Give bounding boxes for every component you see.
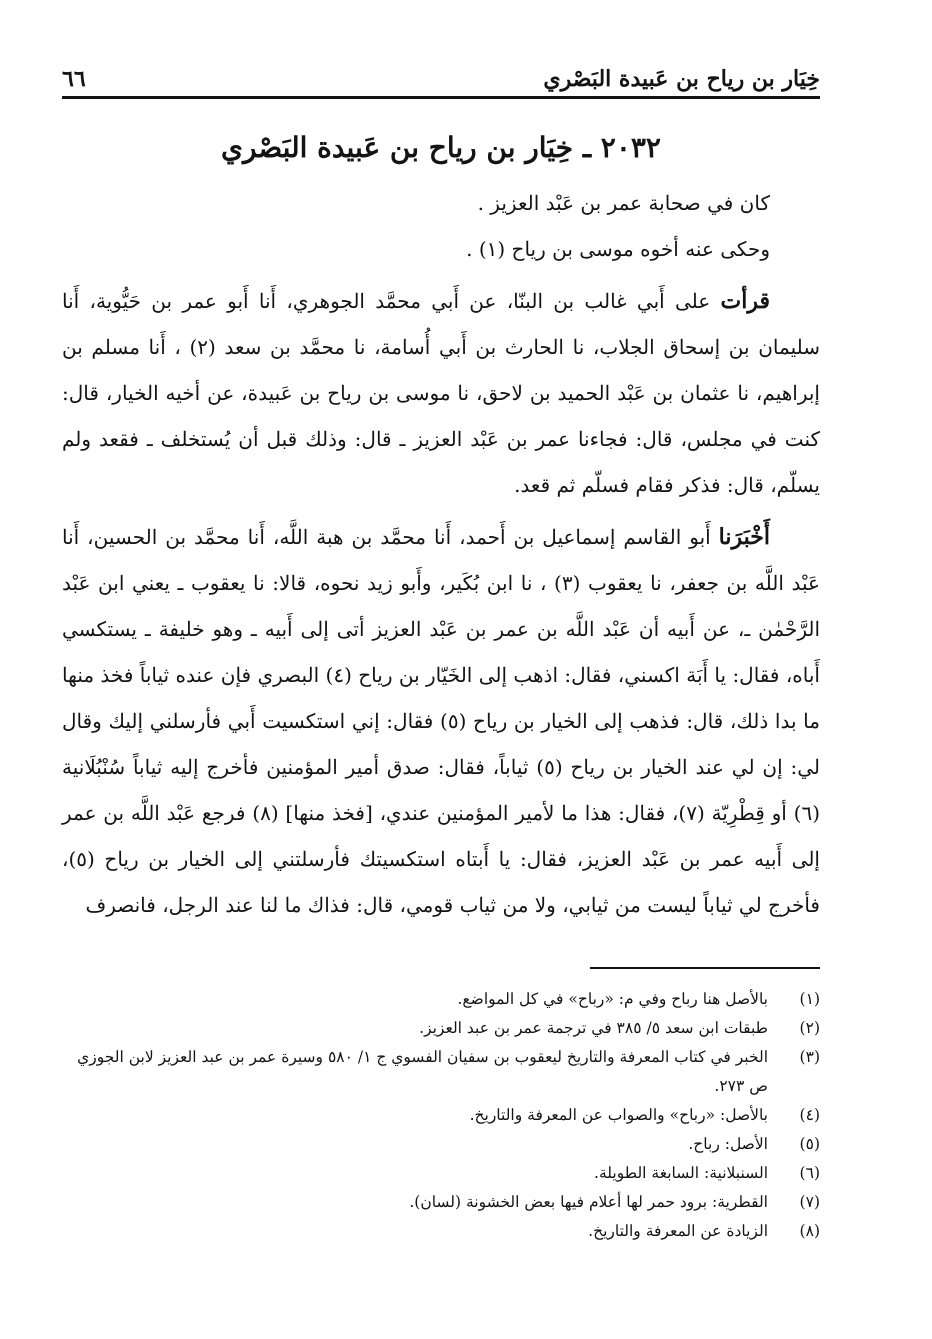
footnote-text: طبقات ابن سعد ٥/ ٣٨٥ في ترجمة عمر بن عبد العزيز.	[419, 1019, 768, 1037]
footnote-number: (٧)	[799, 1193, 820, 1211]
running-title: خِيَار بن رياح بن عَبيدة البَصْري	[543, 66, 820, 92]
entry-title: ٢٠٣٢ ـ خِيَار بن رياح بن عَبيدة البَصْري	[221, 131, 661, 164]
footnote	[62, 1159, 820, 1188]
footnote-rule	[590, 967, 820, 969]
body-text	[62, 180, 820, 928]
footnote-text: الخبر في كتاب المعرفة والتاريخ ليعقوب بن سفيان الفسوي ج ١/ ٥٨٠ وسيرة عمر بن عبد العزيز لابن الجوزي ص ٢٧٣.	[77, 1048, 768, 1095]
paragraph-2-text: أَبو القاسم إسماعيل بن أَحمد، أَنا محمَّد بن هبة اللَّه، أَنا محمَّد بن الحسين، أَنا عَبْد اللَّه بن جعفر، نا يعقوب (٣) ، نا ابن بُكَير، وأَبو زيد نحوه، قالا: نا يعقوب ـ يعني ابن عَبْد الرَّحْمٰن ـ، عن أَبيه أن عَبْد اللَّه بن عمر بن عَبْد العزيز أتى إلى أَبيه ـ وهو خليفة ـ يستكسي أَباه، فقال: يا أَبَة اكسني، فقال: اذهب إلى الخَيّار بن رياح (٤) البصري فإن عنده ثياباً فخذ منها ما بدا ذلك، قال: فذهب إلى الخيار بن رياح (٥) فقال: إني استكسيت أَبي فأرسلني إليك وقال لي: إن لي عند الخيار بن رياح (٥) ثياباً، فقال: صدق أمير المؤمنين فأخرج إليه ثياباً سُنْبُلَانية (٦) أو قِطْرِيّة (٧)، فقال: هذا ما لأمير المؤمنين عندي، [فخذ منها] (٨) فرجع عَبْد اللَّه بن عمر إلى أَبيه عمر بن عَبْد العزيز، فقال: يا أَبتاه استكسيتك فأرسلتني إلى الخيار بن رياح (٥)، فأخرج لي ثياباً ليست من ثيابي، ولا من ثياب قومي، قال: فذاك ما لنا عند الرجل، فانصرف	[62, 525, 820, 917]
page-number: ٦٦	[62, 66, 86, 92]
footnote-number: (٦)	[799, 1164, 820, 1182]
paragraph-2	[62, 514, 820, 928]
footnote-text: الأصل: رباح.	[688, 1135, 768, 1153]
running-header	[62, 50, 820, 98]
footnote	[62, 1130, 820, 1159]
footnote	[62, 1043, 820, 1101]
footnotes	[62, 985, 820, 1246]
paragraph-1-lead: قرأت	[720, 288, 770, 314]
paragraph-1	[62, 278, 820, 508]
footnote-text: السنبلانية: السابغة الطويلة.	[594, 1164, 768, 1182]
paragraph-2-lead: أَخْبَرَنا	[718, 524, 770, 550]
footnote	[62, 1188, 820, 1217]
footnote-number: (٤)	[799, 1106, 820, 1124]
footnote-number: (٨)	[799, 1222, 820, 1240]
intro-line-1: كان في صحابة عمر بن عَبْد العزيز .	[477, 191, 770, 215]
footnote-number: (٢)	[799, 1019, 820, 1037]
footnote-text: بالأصل هنا رباح وفي م: «رباح» في كل المواضع.	[457, 990, 768, 1008]
footnote	[62, 1217, 820, 1246]
footnote	[62, 1101, 820, 1130]
footnote-number: (٥)	[799, 1135, 820, 1153]
footnote-number: (١)	[799, 990, 820, 1008]
footnote-text: الزيادة عن المعرفة والتاريخ.	[588, 1222, 768, 1240]
intro-line-2: وحكى عنه أخوه موسى بن رياح (١) .	[466, 237, 770, 261]
footnote-text: القطرية: برود حمر لها أعلام فيها بعض الخشونة (لسان).	[409, 1193, 768, 1211]
footnote-number: (٣)	[799, 1048, 820, 1066]
paragraph-1-text: على أَبي غالب بن البنّا، عن أَبي محمَّد الجوهري، أَنا أَبو عمر بن حَيُّوية، أَنا سليمان بن إسحاق الجلاب، نا الحارث بن أَبي أُسامة، نا محمَّد بن سعد (٢) ، أَنا مسلم بن إبراهيم، نا عثمان بن عَبْد الحميد بن لاحق، نا موسى بن رياح بن عَبيدة، عن أخيه الخيار، قال: كنت في مجلس، قال: فجاءنا عمر بن عَبْد العزيز ـ قال: وذلك قبل أن يُستخلف ـ فقعد ولم يسلّم، قال: فذكر فقام فسلّم ثم قعد.	[62, 289, 820, 497]
footnote-text: بالأصل: «رباح» والصواب عن المعرفة والتاريخ.	[469, 1106, 768, 1124]
footnote	[62, 985, 820, 1014]
header-rule	[62, 96, 820, 99]
footnote	[62, 1014, 820, 1043]
